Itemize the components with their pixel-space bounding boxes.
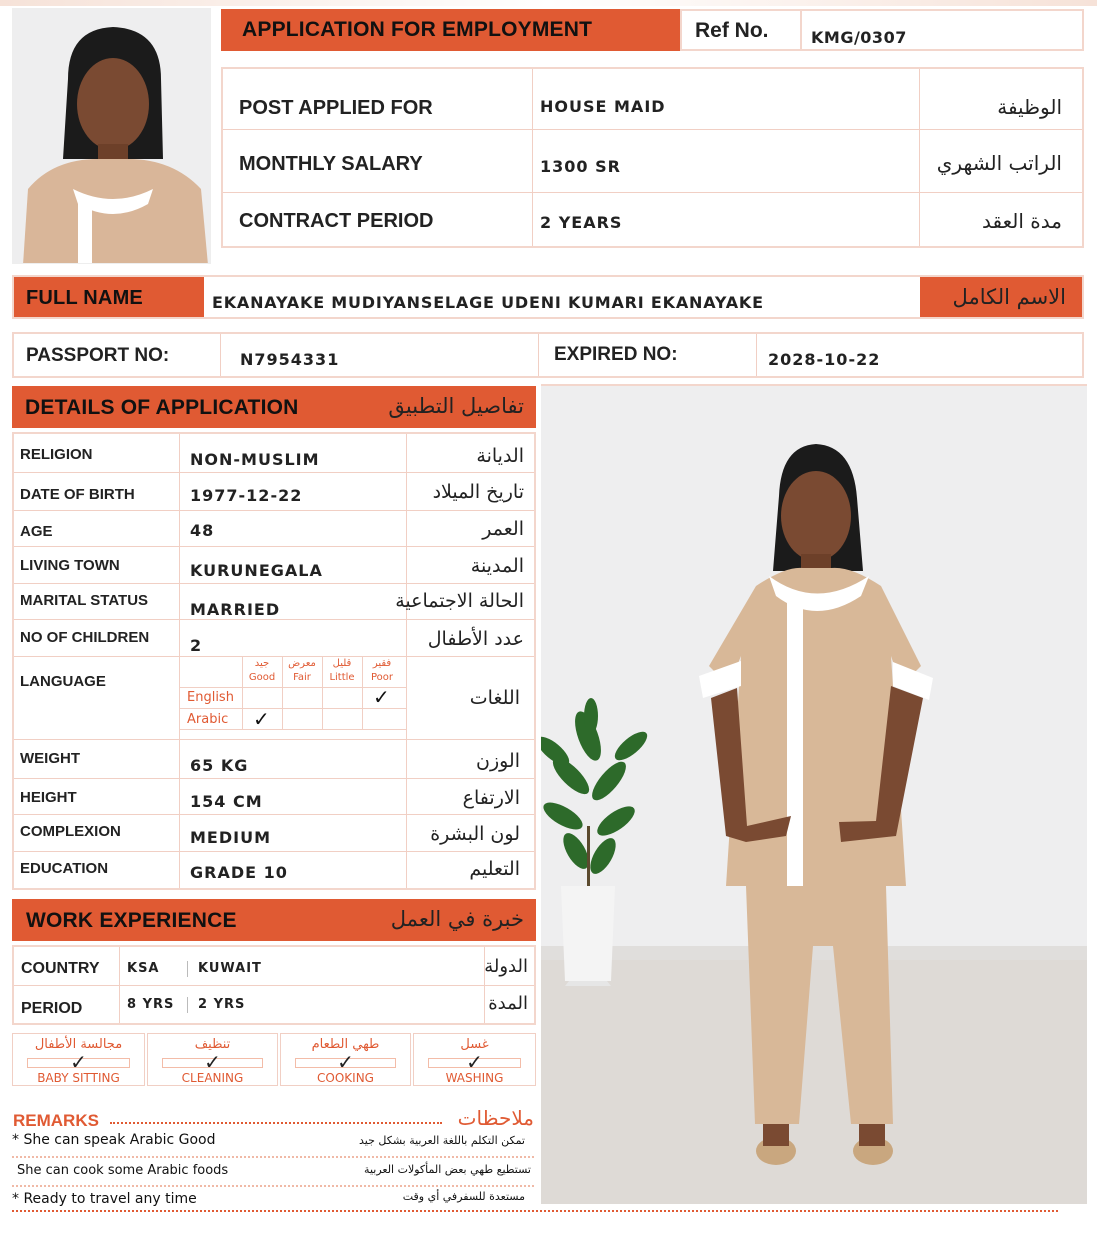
level-fair-en: Fair — [293, 672, 311, 683]
ref-label: Ref No. — [695, 19, 769, 42]
children-value: 2 — [190, 636, 203, 655]
passport-row — [12, 332, 1084, 378]
level-good-en: Good — [248, 672, 276, 683]
remarks-label: REMARKS — [13, 1111, 99, 1130]
cooking-check-icon: ✓ — [337, 1050, 354, 1074]
remarks-divider — [110, 1122, 442, 1124]
work-title: WORK EXPERIENCE — [26, 909, 237, 932]
skill-cooking — [280, 1033, 411, 1086]
language-ar: اللغات — [469, 687, 520, 709]
remark-line-1 — [12, 1156, 534, 1158]
town-label: LIVING TOWN — [20, 557, 120, 574]
application-title: APPLICATION FOR EMPLOYMENT — [242, 18, 593, 41]
skill-washing-en: WASHING — [445, 1071, 504, 1085]
ref-value: KMG/0307 — [811, 28, 907, 47]
language-english: English — [187, 690, 234, 705]
fullname-ar-cell — [920, 277, 1082, 317]
skill-cooking-ar: طهي الطعام — [311, 1037, 380, 1052]
education-ar: التعليم — [469, 858, 520, 880]
level-poor-ar: فقير — [372, 658, 392, 669]
age-value: 48 — [190, 521, 215, 540]
skill-baby-sitting-ar: مجالسة الأطفال — [34, 1037, 123, 1052]
post-label: POST APPLIED FOR — [239, 97, 433, 119]
country-label: COUNTRY — [21, 960, 100, 977]
weight-label: WEIGHT — [20, 750, 80, 767]
work-title-ar: خبرة في العمل — [390, 907, 524, 931]
details-table — [12, 432, 536, 890]
contract-ar: مدة العقد — [982, 209, 1062, 233]
salary-ar: الراتب الشهري — [936, 151, 1062, 175]
remark-line-3 — [12, 1210, 1058, 1212]
period-ar: المدة — [488, 993, 528, 1014]
education-label: EDUCATION — [20, 860, 109, 877]
fullname-label-cell — [14, 277, 204, 317]
religion-label: RELIGION — [20, 446, 93, 463]
baby-sitting-check-icon: ✓ — [70, 1050, 87, 1074]
post-value: HOUSE MAID — [540, 97, 666, 116]
work-table — [12, 945, 536, 1025]
age-ar: العمر — [482, 518, 524, 540]
work-header — [12, 899, 536, 941]
skill-baby-sitting — [12, 1033, 145, 1086]
level-fair-ar: معرض — [288, 658, 316, 669]
complexion-value: MEDIUM — [190, 828, 271, 847]
expiry-value: 2028-10-22 — [768, 350, 881, 369]
dob-ar: تاريخ الميلاد — [432, 481, 524, 503]
weight-value: 65 KG — [190, 756, 249, 775]
fullname-label: FULL NAME — [26, 287, 143, 309]
marital-ar: الحالة الاجتماعية — [395, 590, 524, 612]
religion-ar: الديانة — [476, 445, 524, 467]
job-table — [221, 67, 1084, 248]
salary-label: MONTHLY SALARY — [239, 153, 423, 175]
expiry-label: EXPIRED NO: — [554, 344, 678, 365]
country-value-1: KSA — [127, 961, 160, 976]
education-value: GRADE 10 — [190, 863, 288, 882]
washing-check-icon: ✓ — [466, 1050, 483, 1074]
children-label: NO OF CHILDREN — [20, 629, 150, 646]
country-value-2: KUWAIT — [198, 961, 262, 976]
town-ar: المدينة — [470, 555, 524, 577]
portrait-figure — [13, 9, 211, 264]
passport-label: PASSPORT NO: — [26, 345, 170, 366]
skill-washing — [413, 1033, 536, 1086]
religion-value: NON-MUSLIM — [190, 450, 320, 469]
language-grid — [180, 656, 406, 739]
height-label: HEIGHT — [20, 789, 77, 806]
ref-value-cell — [800, 9, 1084, 51]
marital-label: MARITAL STATUS — [20, 592, 149, 609]
height-value: 154 CM — [190, 792, 263, 811]
remark-1-ar: تمكن التكلم باللغة العربية بشكل جيد — [359, 1134, 525, 1147]
contract-label: CONTRACT PERIOD — [239, 210, 434, 232]
remarks-label-ar: ملاحظات — [457, 1106, 534, 1130]
country-ar: الدولة — [484, 956, 528, 977]
marital-value: MARRIED — [190, 600, 281, 619]
period-value-1: 8 YRS — [127, 997, 175, 1012]
skill-cleaning-ar: تنظيف — [194, 1037, 231, 1052]
english-check-icon: ✓ — [373, 685, 390, 709]
skill-cooking-en: COOKING — [317, 1071, 374, 1085]
dob-value: 1977-12-22 — [190, 486, 303, 505]
weight-ar: الوزن — [475, 750, 520, 772]
full-body-figure — [541, 386, 1087, 1204]
salary-value: 1300 SR — [540, 157, 621, 176]
remark-2-ar: تستطيع طهي بعض المأكولات العربية — [364, 1163, 531, 1176]
portrait-photo — [12, 8, 211, 264]
children-ar: عدد الأطفال — [427, 628, 524, 650]
ref-label-cell — [680, 9, 800, 51]
remark-line-2 — [12, 1185, 534, 1187]
period-value-2: 2 YRS — [198, 997, 246, 1012]
town-value: KURUNEGALA — [190, 561, 323, 580]
remark-1-en: * She can speak Arabic Good — [12, 1132, 216, 1148]
remark-3-ar: مستعدة للسفرفي أي وقت — [402, 1190, 525, 1203]
cleaning-check-icon: ✓ — [204, 1050, 221, 1074]
language-label: LANGUAGE — [20, 673, 106, 690]
complexion-label: COMPLEXION — [20, 823, 121, 840]
top-strip — [0, 0, 1097, 6]
dob-label: DATE OF BIRTH — [20, 486, 135, 503]
post-ar: الوظيفة — [997, 95, 1062, 119]
passport-value: N7954331 — [240, 350, 340, 369]
level-good-ar: جيد — [254, 658, 270, 669]
remark-3-en: * Ready to travel any time — [12, 1191, 197, 1207]
fullname-value: EKANAYAKE MUDIYANSELAGE UDENI KUMARI EKANAYAKE — [212, 293, 764, 312]
fullname-ar: الاسم الكامل — [952, 285, 1066, 309]
details-title-ar: تفاصيل التطبيق — [388, 394, 524, 418]
level-poor-en: Poor — [370, 672, 394, 683]
language-arabic: Arabic — [187, 712, 229, 727]
age-label: AGE — [20, 523, 53, 540]
level-little-en: Little — [329, 672, 355, 683]
arabic-check-icon: ✓ — [253, 707, 270, 731]
skill-baby-sitting-en: BABY SITTING — [37, 1071, 120, 1085]
fullname-row — [12, 275, 1084, 319]
details-header — [12, 386, 536, 428]
remark-2-en: She can cook some Arabic foods — [17, 1163, 229, 1178]
skill-cleaning — [147, 1033, 278, 1086]
application-title-bar — [221, 9, 680, 51]
period-label: PERIOD — [21, 1000, 83, 1017]
contract-value: 2 YEARS — [540, 213, 623, 232]
full-body-photo — [541, 384, 1087, 1204]
details-title: DETAILS OF APPLICATION — [25, 396, 299, 419]
level-little-ar: قليل — [332, 658, 352, 669]
skill-cleaning-en: CLEANING — [181, 1071, 244, 1085]
skill-washing-ar: غسل — [460, 1037, 489, 1052]
height-ar: الارتفاع — [462, 787, 520, 809]
complexion-ar: لون البشرة — [430, 823, 520, 845]
